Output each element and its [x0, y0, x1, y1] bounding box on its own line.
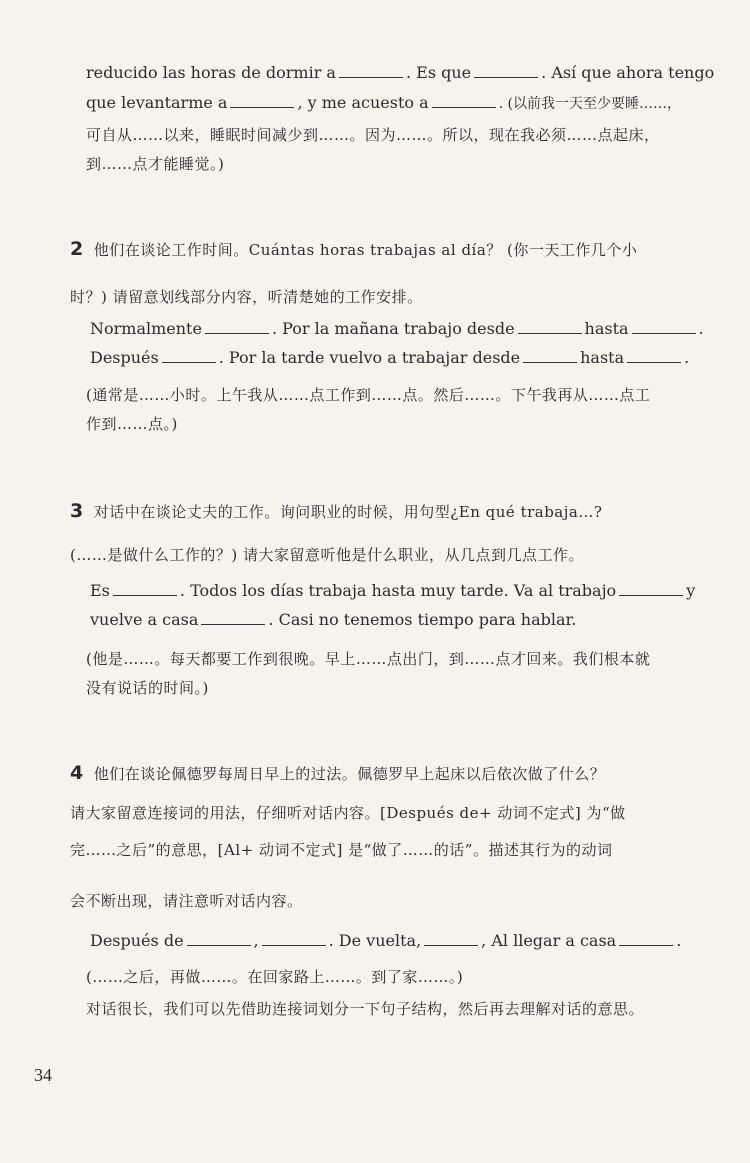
s4-note: 对话很长，我们可以先借助连接词划分一下句子结构，然后再去理解对话的意思。 — [86, 1000, 645, 1018]
s1-line-2 — [86, 92, 711, 115]
text: Después de — [90, 931, 184, 950]
s2-instruction-2: 时？) 请留意划线部分内容，听清楚她的工作安排。 — [70, 288, 423, 306]
text: 他们在谈论佩德罗每周日早上的过法。佩德罗早上起床以后依次做了什么？ — [93, 765, 606, 783]
text: . De vuelta, — [328, 931, 422, 950]
answer-blank[interactable] — [619, 581, 683, 596]
text: . — [676, 931, 682, 950]
text: . Por la tarde vuelvo a trabajar desde — [218, 348, 521, 367]
answer-blank[interactable] — [113, 581, 177, 596]
s3-instruction-2: (……是做什么工作的？) 请大家留意听他是什么职业，从几点到几点工作。 — [70, 546, 584, 564]
answer-blank[interactable] — [432, 93, 496, 108]
text: , y me acuesto a — [297, 93, 429, 112]
exercise-number: 3 — [70, 500, 84, 522]
answer-blank[interactable] — [230, 93, 294, 108]
s3-translation-2: 没有说话的时间。) — [86, 679, 209, 697]
text: . Casi no tenemos tiempo para hablar. — [268, 610, 577, 629]
answer-blank[interactable] — [632, 319, 696, 334]
s4-instruction-1 — [70, 762, 710, 785]
answer-blank[interactable] — [627, 348, 681, 363]
text: Es — [90, 581, 110, 600]
exercise-number: 4 — [70, 762, 84, 784]
page-number: 34 — [34, 1065, 52, 1085]
text: , Al llegar a casa — [481, 931, 617, 950]
s3-instruction-1 — [70, 500, 710, 523]
text: 对话中在谈论丈夫的工作。询问职业的时候，用句型¿En qué trabaja…? — [93, 503, 603, 521]
answer-blank[interactable] — [518, 319, 582, 334]
text: . — [698, 319, 704, 338]
text: . (以前我一天至少要睡……， — [498, 96, 682, 112]
s2-fill-1 — [90, 318, 715, 340]
s3-fill-2 — [90, 609, 715, 631]
answer-blank[interactable] — [187, 931, 251, 946]
answer-blank[interactable] — [619, 931, 673, 946]
s4-fill-1 — [90, 930, 715, 952]
s2-translation-1: (通常是……小时。上午我从……点工作到……点。然后……。下午我再从……点工 — [86, 386, 651, 404]
s4-instruction-2: 请大家留意连接词的用法，仔细听对话内容。[Después de+ 动词不定式] 为“做 — [70, 804, 626, 822]
text: Normalmente — [90, 319, 202, 338]
text: . Así que ahora tengo — [541, 63, 715, 82]
s4-instruction-3: 完……之后”的意思，[Al+ 动词不定式] 是“做了……的话”。描述其行为的动词 — [70, 841, 613, 859]
text: Después — [90, 348, 159, 367]
text: . Por la mañana trabajo desde — [271, 319, 515, 338]
s1-line-3: 可自从……以来，睡眠时间减少到……。因为……。所以，现在我必须……点起床， — [86, 126, 660, 144]
answer-blank[interactable] — [162, 348, 216, 363]
s2-translation-2: 作到……点。) — [86, 415, 178, 433]
s4-instruction-4: 会不断出现，请注意听对话内容。 — [70, 892, 303, 910]
s1-line-1 — [86, 62, 715, 84]
text: y — [686, 581, 696, 600]
text: . Es que — [405, 63, 472, 82]
s2-fill-2 — [90, 347, 715, 369]
text: vuelve a casa — [90, 610, 199, 629]
s3-translation-1: (他是……。每天都要工作到很晚。早上……点出门，到……点才回来。我们根本就 — [86, 650, 651, 668]
text: 他们在谈论工作时间。Cuántas horas trabajas al día？ (你一天工作几个小 — [93, 241, 638, 259]
text: . Todos los días trabaja hasta muy tarde. Va al trabajo — [179, 581, 617, 600]
text: que levantarme a — [86, 93, 228, 112]
answer-blank[interactable] — [523, 348, 577, 363]
text: hasta — [584, 319, 629, 338]
text: hasta — [580, 348, 625, 367]
answer-blank[interactable] — [262, 931, 326, 946]
answer-blank[interactable] — [205, 319, 269, 334]
s4-translation: (……之后，再做……。在回家路上……。到了家……。) — [86, 968, 464, 986]
answer-blank[interactable] — [201, 610, 265, 625]
s2-instruction-1 — [70, 238, 710, 261]
s1-line-4: 到……点才能睡觉。) — [86, 155, 225, 173]
text: . — [684, 348, 690, 367]
s3-fill-1 — [90, 580, 715, 602]
answer-blank[interactable] — [424, 931, 478, 946]
text: reducido las horas de dormir a — [86, 63, 336, 82]
answer-blank[interactable] — [474, 63, 538, 78]
exercise-number: 2 — [70, 238, 84, 260]
text: , — [253, 931, 259, 950]
answer-blank[interactable] — [339, 63, 403, 78]
